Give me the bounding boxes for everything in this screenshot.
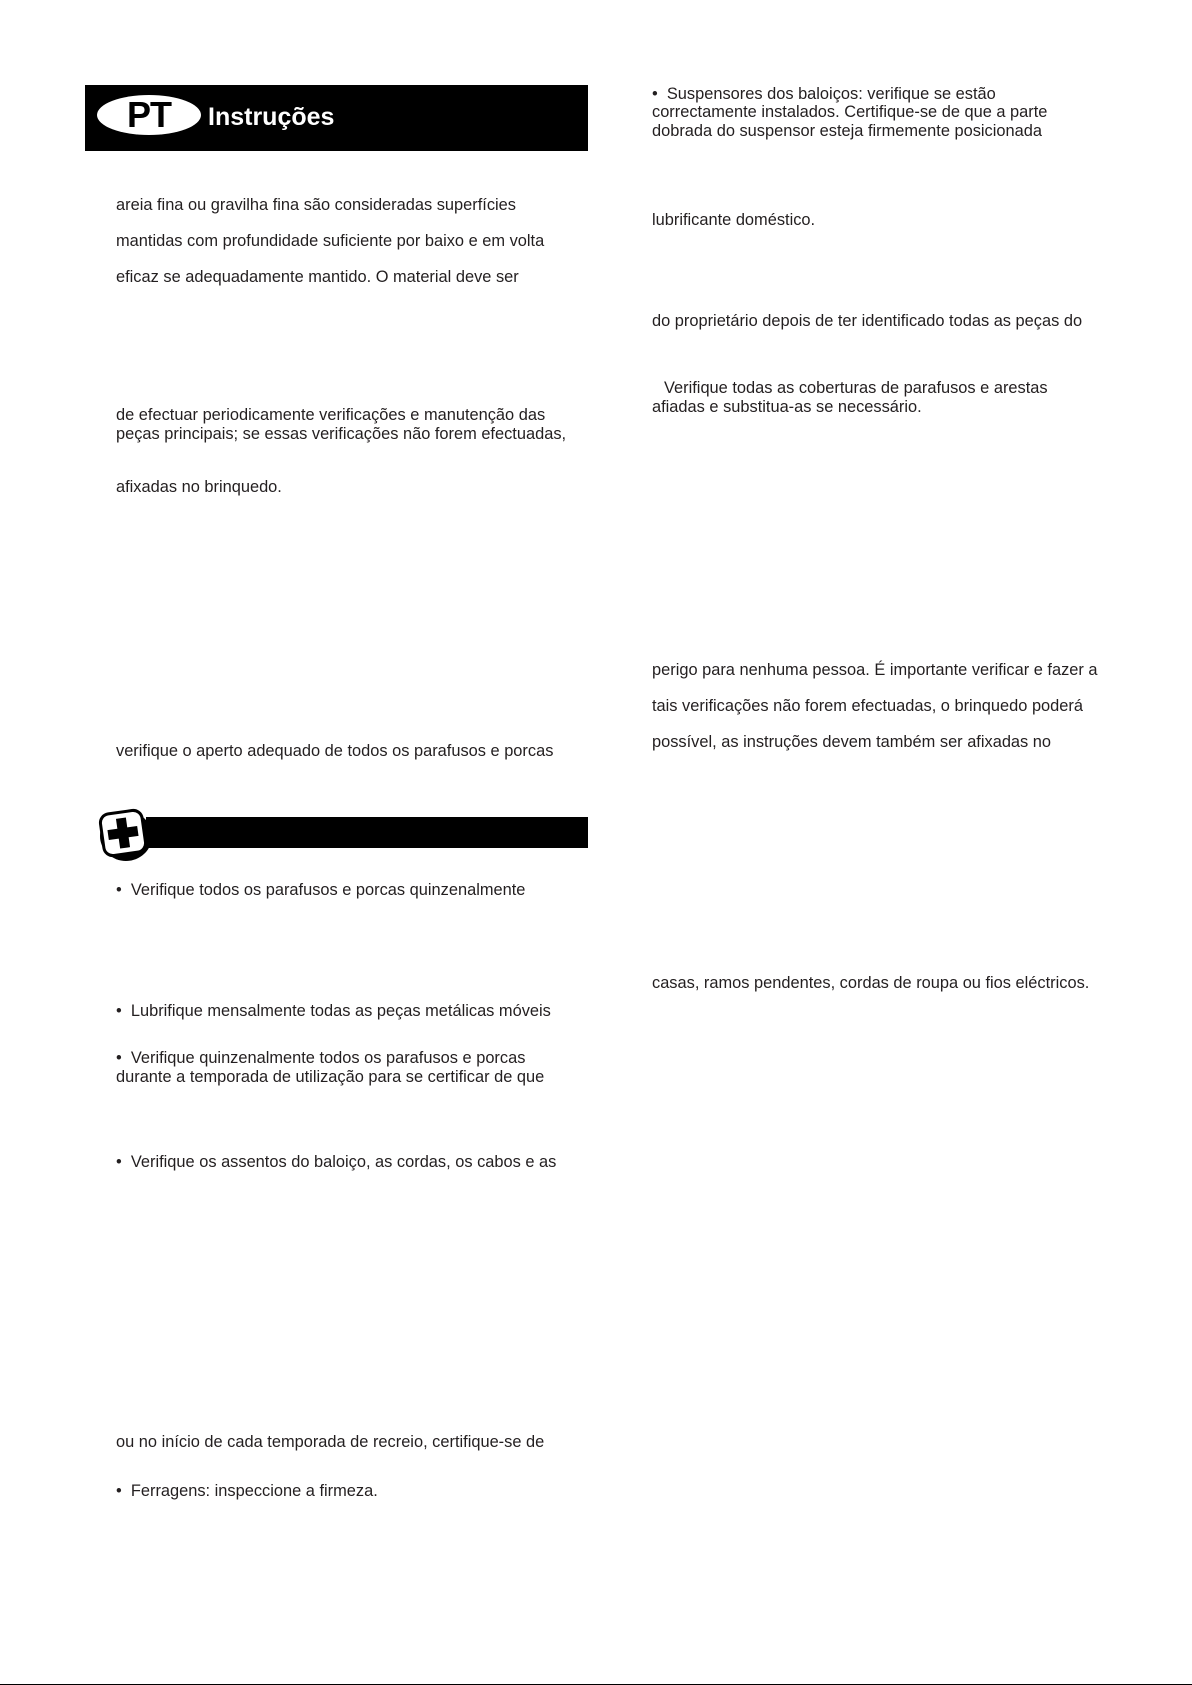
left-line-4: de efectuar periodicamente verificações e manutenção das [116, 406, 546, 424]
right-line-3: do proprietário depois de ter identificado todas as peças do [652, 312, 1083, 330]
bullet-glyph: • [652, 85, 658, 103]
right-line-1c: dobrada do suspensor esteja firmemente posicionada [652, 122, 1042, 140]
language-badge [97, 95, 201, 135]
bullet-glyph: • [116, 1049, 122, 1067]
bullet-glyph: • [116, 1002, 122, 1020]
left-line-7: verifique o aperto adequado de todos os parafusos e porcas [116, 742, 554, 760]
bullet-item-1 [116, 882, 525, 898]
bullet-text: Verifique quinzenalmente todos os parafusos e porcas [130, 1049, 526, 1067]
left-line-10b: durante a temporada de utilização para se certificar de que [116, 1068, 545, 1086]
right-line-6: tais verificações não forem efectuadas, o brinquedo poderá [652, 697, 1083, 715]
language-code: PT [126, 94, 171, 135]
bullet-text: Verifique os assentos do baloiço, as cordas, os cabos e as [130, 1153, 557, 1171]
bullet-glyph: • [116, 1153, 122, 1171]
right-line-5: perigo para nenhuma pessoa. É importante verificar e fazer a [652, 661, 1098, 679]
bullet-item-4 [116, 1154, 556, 1170]
bullet-text: Verifique todos os parafusos e porcas quinzenalmente [130, 881, 526, 899]
left-line-6: afixadas no brinquedo. [116, 478, 282, 496]
left-line-12: ou no início de cada temporada de recreio, certifique-se de [116, 1433, 545, 1451]
bullet-text: Ferragens: inspeccione a firmeza. [130, 1482, 378, 1500]
right-line-2: lubrificante doméstico. [652, 211, 816, 229]
bullet-text: Lubrifique mensalmente todas as peças metálicas móveis [130, 1002, 551, 1020]
page-title: Instruções [208, 103, 335, 131]
right-line-4b: afiadas e substitua-as se necessário. [652, 398, 922, 416]
right-line-7: possível, as instruções devem também ser afixadas no [652, 733, 1052, 751]
left-line-1: areia fina ou gravilha fina são consideradas superfícies [116, 196, 516, 214]
left-line-2: mantidas com profundidade suficiente por baixo e em volta [116, 232, 545, 250]
header-bar [85, 85, 588, 151]
first-aid-icon [96, 806, 156, 864]
maintenance-section-bar [146, 817, 588, 848]
left-line-3: eficaz se adequadamente mantido. O material deve ser [116, 268, 519, 286]
bullet-glyph: • [116, 881, 122, 899]
bullet-glyph: • [116, 1482, 122, 1500]
right-bullet-item-1 [652, 86, 996, 102]
bullet-item-5 [116, 1483, 378, 1499]
bullet-text: Suspensores dos baloiços: verifique se estão [666, 85, 996, 103]
right-line-1b: correctamente instalados. Certifique-se de que a parte [652, 103, 1048, 121]
bullet-item-2 [116, 1003, 551, 1019]
left-line-5: peças principais; se essas verificações não forem efectuadas, [116, 425, 567, 443]
bullet-item-3 [116, 1050, 525, 1066]
right-line-8: casas, ramos pendentes, cordas de roupa ou fios eléctricos. [652, 974, 1090, 992]
right-line-4a: Verifique todas as coberturas de parafusos e arestas [664, 379, 1048, 397]
